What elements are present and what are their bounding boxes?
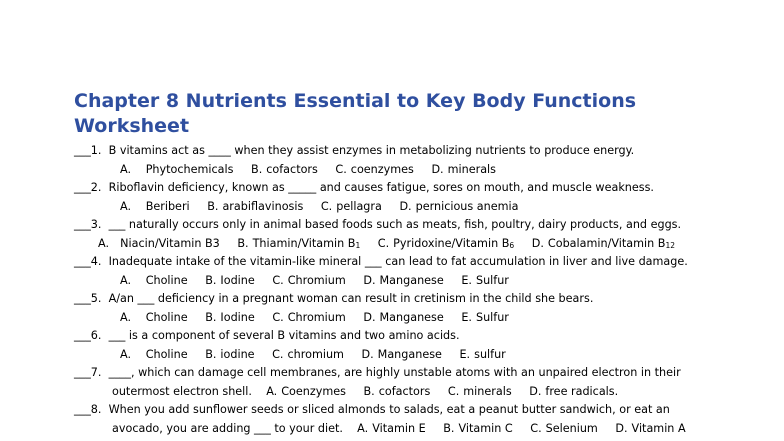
worksheet-title [74, 89, 764, 139]
option-e: E. Sulfur [461, 273, 509, 287]
question-stem [74, 290, 774, 309]
question-text: B vitamins act as ____ when they assist enzymes in metabolizing nutrients to produce energy. [108, 144, 635, 157]
option-b: B. cofactors [251, 162, 318, 176]
question-text: Riboflavin deficiency, known as _____ and causes fatigue, sores on mouth, and muscle weakness. [108, 181, 654, 194]
option-d: D. free radicals. [529, 384, 619, 398]
option-c: C. minerals [447, 384, 512, 398]
question-stem [74, 253, 774, 272]
question-number: ___1. [74, 144, 102, 157]
question-stem [74, 364, 774, 383]
option-a: A. Coenzymes [266, 384, 346, 398]
option-a: A. Choline [120, 273, 188, 287]
question-text: ___ naturally occurs only in animal based foods such as meats, fish, poultry, dairy products, and eggs. [108, 218, 682, 231]
question-continuation [74, 420, 774, 439]
question-2 [74, 179, 774, 216]
question-stem [74, 216, 774, 235]
question-text: ___ is a component of several B vitamins and two amino acids. [108, 329, 460, 342]
question-text-continued: outermost electron shell. [112, 384, 252, 398]
answer-options [74, 198, 774, 217]
option-a: A. Phytochemicals [120, 162, 234, 176]
option-c: C. Chromium [272, 273, 346, 287]
option-b: B. iodine [205, 347, 255, 361]
question-8 [74, 401, 774, 438]
question-3 [74, 216, 774, 253]
question-number: ___8. [74, 403, 102, 416]
question-stem [74, 327, 774, 346]
question-5 [74, 290, 774, 327]
question-number: ___3. [74, 218, 102, 231]
question-number: ___4. [74, 255, 102, 268]
option-c: C. chromium [272, 347, 344, 361]
option-b: B. Iodine [205, 310, 255, 324]
option-c: C. Pyridoxine/Vitamin $B_6$ [377, 236, 515, 250]
question-4 [74, 253, 774, 290]
option-d: D. Cobalamin/Vitamin $B_{12}$ [531, 236, 675, 250]
question-stem [74, 142, 774, 161]
question-continuation [74, 383, 774, 402]
question-7 [74, 364, 774, 401]
option-b: B. cofactors [363, 384, 431, 398]
answer-options [74, 235, 774, 254]
option-a: A. Niacin/Vitamin B3 [98, 236, 220, 250]
option-d: D. Vitamin A [615, 421, 686, 435]
option-d: D. minerals [431, 162, 496, 176]
question-text-continued: avocado, you are adding ___ to your diet. [112, 421, 343, 435]
option-b: B. Iodine [205, 273, 255, 287]
question-text: A/an ___ deficiency in a pregnant woman can result in cretinism in the child she bears. [108, 292, 594, 305]
option-a: A. Choline [120, 347, 188, 361]
option-b: B. Thiamin/Vitamin $B_1$ [237, 236, 361, 250]
option-a: A. Beriberi [120, 199, 190, 213]
question-number: ___6. [74, 329, 102, 342]
option-d: D. pernicious anemia [399, 199, 519, 213]
question-number: ___7. [74, 366, 102, 379]
option-e: E. sulfur [459, 347, 506, 361]
question-6 [74, 327, 774, 364]
question-number: ___2. [74, 181, 102, 194]
option-c: C. Selenium [530, 421, 598, 435]
question-text: ____, which can damage cell membranes, are highly unstable atoms with an unpaired electron in their [108, 366, 681, 379]
title-line-2: Worksheet [74, 115, 190, 137]
question-stem [74, 179, 774, 198]
option-a: A. Choline [120, 310, 188, 324]
option-d: D. Manganese [363, 273, 444, 287]
option-c: C. pellagra [320, 199, 382, 213]
question-text: Inadequate intake of the vitamin-like mineral ___ can lead to fat accumulation in liver and live damage. [108, 255, 688, 268]
option-b: B. Vitamin C [443, 421, 513, 435]
question-1 [74, 142, 774, 179]
answer-options [74, 309, 774, 328]
question-text: When you add sunflower seeds or sliced almonds to salads, eat a peanut butter sandwich, or eat an [108, 403, 670, 416]
question-number: ___5. [74, 292, 102, 305]
option-b: B. arabiflavinosis [207, 199, 304, 213]
answer-options [74, 346, 774, 365]
option-c: C. Chromium [272, 310, 346, 324]
question-stem [74, 401, 774, 420]
option-d: D. Manganese [363, 310, 444, 324]
option-d: D. Manganese [361, 347, 442, 361]
option-c: C. coenzymes [335, 162, 414, 176]
answer-options [74, 272, 774, 291]
option-a: A. Vitamin E [357, 421, 426, 435]
option-e: E. Sulfur [461, 310, 509, 324]
title-line-1: Chapter 8 Nutrients Essential to Key Body Functions [74, 90, 637, 112]
answer-options [74, 161, 774, 180]
